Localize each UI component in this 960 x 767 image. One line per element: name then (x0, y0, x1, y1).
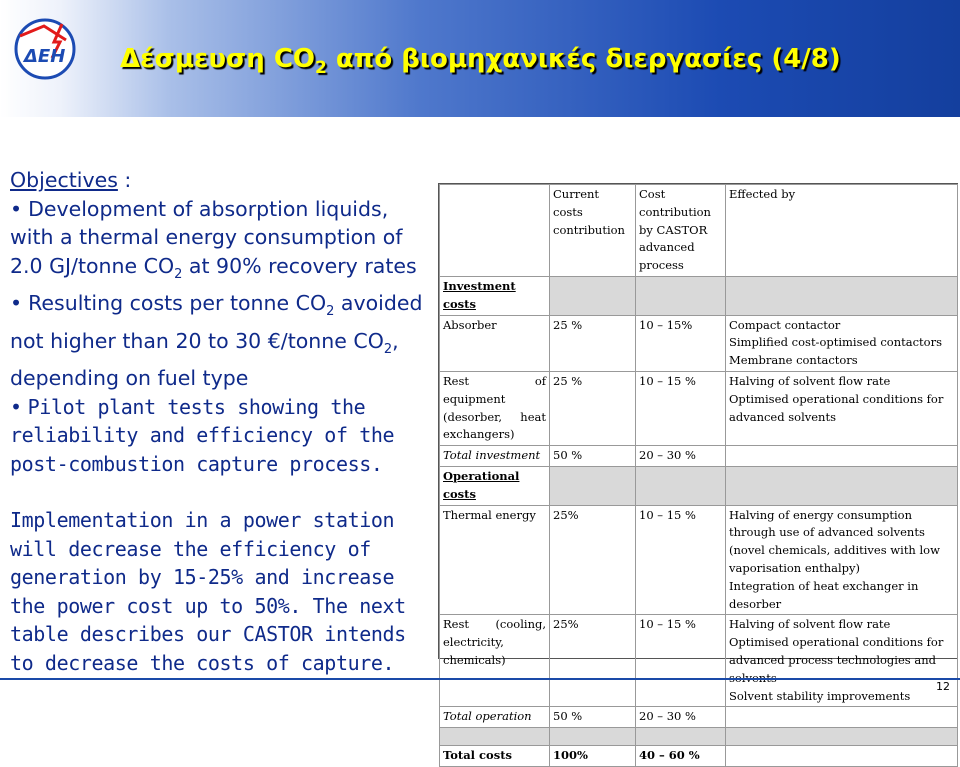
objectives-label: Objectives (10, 168, 118, 192)
table-corner-cell (440, 185, 550, 277)
slide-title: Δέσμευση $CO_2$ από βιομηχανικές διεργασίες (4/8) (120, 44, 841, 79)
objectives-text: Objectives : • Development of absorption liquids, with a thermal energy consumption of 2.0 GJ/tonne $CO_2$ at 90% recovery rates • Resulting costs per tonne $CO_2$ avoided not higher than 20 to 30 €/tonne $CO_2$, depending on fuel type • Pilot plant tests showing the reliability and efficiency of the post-combustion capture process. Implementation in a power station will decrease the efficiency of generation by 15-25% and increase the power cost up to 50%. The next table describes our CASTOR intends to decrease the costs of capture. (10, 166, 435, 677)
table-row: Rest of equipment (desorber, heat exchangers) 25 % 10 – 15 % Halving of solvent flow rate Optimised operational conditions for advanced solvents (440, 371, 958, 445)
bullet-absorption: • Development of absorption liquids, with a thermal energy consumption of 2.0 GJ/tonne $CO_2$ at 90% recovery rates (10, 196, 417, 282)
section-operational: Operational costs (440, 466, 550, 505)
table-row: Total costs 100% 40 – 60 % (440, 746, 958, 767)
table-header-row (440, 185, 958, 277)
table-row (440, 276, 958, 315)
table-row: Total investment 50 % 20 – 30 % (440, 446, 958, 467)
footer-line (0, 678, 960, 680)
table-row: Thermal energy 25% 10 – 15 % Halving of energy consumption through use of advanced solvents (novel chemicals, additives with low vaporisation enthalpy) Integration of heat exchanger in desorber (440, 505, 958, 615)
page-number: 12 (936, 680, 950, 693)
table-row: Total operation 50 % 20 – 30 % (440, 707, 958, 728)
logo-text: ΔΕΗ (24, 46, 66, 67)
table-row (440, 466, 958, 505)
header-castor-costs: Cost contribution by CASTOR advanced process (636, 185, 726, 277)
title-banner (0, 0, 960, 117)
bullet-pilot: • Pilot plant tests showing the reliability and efficiency of the post-combustion capture process. (10, 394, 395, 476)
ppc-logo-icon (14, 18, 76, 80)
section-investment: Investment costs (440, 276, 550, 315)
table-row: Absorber 25 % 10 – 15% Compact contactor Simplified cost-optimised contactors Membrane contactors (440, 315, 958, 371)
header-effected-by: Effected by (726, 185, 958, 277)
header-current-costs: Current costs contribution (550, 185, 636, 277)
table-row: Rest (cooling, electricity, chemicals) 25% 10 – 15 % Halving of solvent flow rate Optimised operational conditions for advanced process technologies and Solvent stability improvements (440, 615, 958, 707)
bullet-costs: • Resulting costs per tonne $CO_2$ avoided not higher than 20 to 30 €/tonne $CO_2$, depending on fuel type (10, 291, 423, 391)
implementation-paragraph: Implementation in a power station will decrease the efficiency of generation by 15-25% and increase the power cost up to 50%. The next table describes our CASTOR intends to decrease the costs of capture. (10, 508, 406, 675)
table-row (440, 728, 958, 746)
